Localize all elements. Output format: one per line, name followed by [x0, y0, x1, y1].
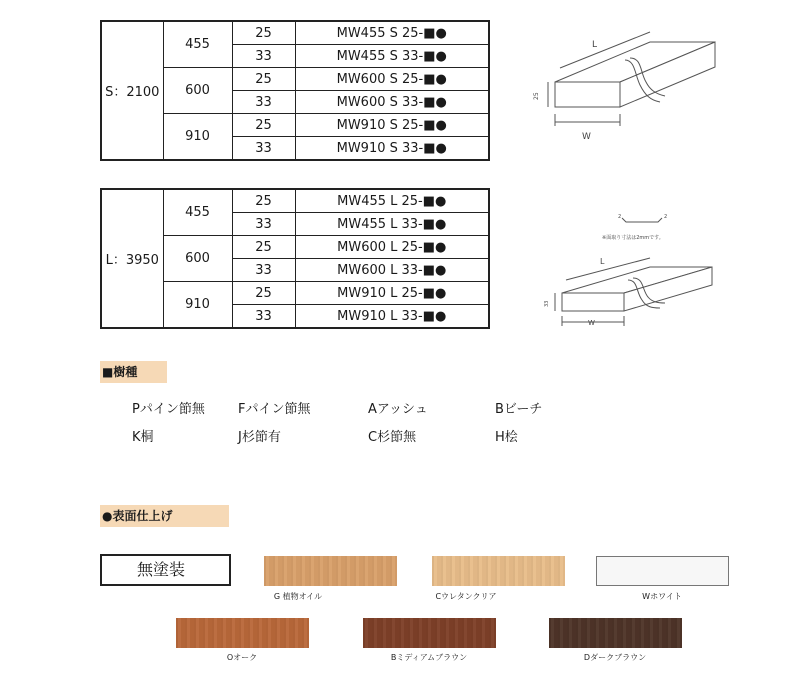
thickness-cell: 25 [232, 21, 295, 45]
dimension-length-label: L [600, 257, 605, 266]
thickness-cell: 33 [232, 137, 295, 161]
long-length-table [100, 188, 490, 329]
finish-swatch [549, 618, 682, 648]
finish-swatch-label: G 植物オイル [273, 592, 323, 601]
finish-swatch [432, 556, 565, 586]
species-item: Bビーチ [495, 402, 543, 417]
finish-swatch-label: Bミディアムブラウン [390, 653, 468, 662]
product-code-cell: MW455 L 25-■● [295, 189, 489, 213]
product-code-cell: MW455 S 25-■● [295, 21, 489, 45]
species-item: Aアッシュ [368, 402, 428, 417]
width-cell: 600 [163, 68, 232, 114]
product-code-cell: MW455 S 33-■● [295, 45, 489, 68]
species-item: K桐 [132, 430, 154, 445]
species-heading: ■樹種 [100, 361, 167, 383]
dimension-width-label: W [588, 319, 595, 327]
length-cell: L：3950 [101, 189, 163, 328]
product-code-cell: MW600 S 33-■● [295, 91, 489, 114]
product-code-cell: MW910 L 33-■● [295, 305, 489, 329]
thickness-cell: 33 [232, 91, 295, 114]
dimension-length-label: L [592, 40, 598, 50]
finish-swatch-label: Dダークブラウン [583, 653, 647, 662]
finish-swatch [596, 556, 729, 586]
species-item: C杉節無 [368, 430, 417, 445]
thickness-cell: 33 [232, 305, 295, 329]
product-code-cell: MW455 L 33-■● [295, 213, 489, 236]
thickness-cell: 25 [232, 236, 295, 259]
chamfer-dim-label: 2 [618, 214, 622, 220]
species-item: Fパイン節無 [238, 402, 311, 417]
thickness-cell: 25 [232, 68, 295, 91]
thickness-cell: 33 [232, 45, 295, 68]
chamfer-dim-label: 2 [664, 214, 668, 220]
short-length-table [100, 20, 490, 161]
finish-heading: ●表面仕上げ [100, 505, 229, 527]
finish-swatch-label: Wホワイト [642, 592, 682, 601]
width-cell: 455 [163, 189, 232, 236]
width-cell: 455 [163, 21, 232, 68]
length-cell: S：2100 [101, 21, 163, 160]
species-item: H桧 [495, 430, 518, 445]
thickness-cell: 33 [232, 213, 295, 236]
chamfer-detail [600, 208, 710, 248]
finish-swatch-label: Cウレタンクリア [435, 592, 497, 601]
thickness-cell: 25 [232, 189, 295, 213]
board-diagram-short [530, 30, 730, 160]
chamfer-note: ※面取り寸法は2mmです。 [602, 235, 664, 241]
finish-swatch [363, 618, 496, 648]
thickness-cell: 33 [232, 259, 295, 282]
product-code-cell: MW910 S 33-■● [295, 137, 489, 161]
dimension-thickness-label: 33 [544, 300, 550, 307]
width-cell: 910 [163, 282, 232, 329]
thickness-cell: 25 [232, 282, 295, 305]
species-item: J杉節有 [238, 430, 281, 445]
thickness-cell: 25 [232, 114, 295, 137]
finish-swatch [264, 556, 397, 586]
dimension-thickness-label: 25 [533, 92, 540, 100]
width-cell: 600 [163, 236, 232, 282]
width-cell: 910 [163, 114, 232, 161]
product-code-cell: MW600 L 33-■● [295, 259, 489, 282]
finish-swatch-label: Oオーク [226, 653, 258, 662]
finish-swatch-unpainted: 無塗装 [100, 554, 231, 586]
product-code-cell: MW910 S 25-■● [295, 114, 489, 137]
species-item: Pパイン節無 [132, 402, 205, 417]
product-code-cell: MW600 S 25-■● [295, 68, 489, 91]
dimension-width-label: W [582, 132, 591, 142]
product-code-cell: MW600 L 25-■● [295, 236, 489, 259]
finish-swatch [176, 618, 309, 648]
board-diagram-long [530, 250, 730, 340]
product-code-cell: MW910 L 25-■● [295, 282, 489, 305]
